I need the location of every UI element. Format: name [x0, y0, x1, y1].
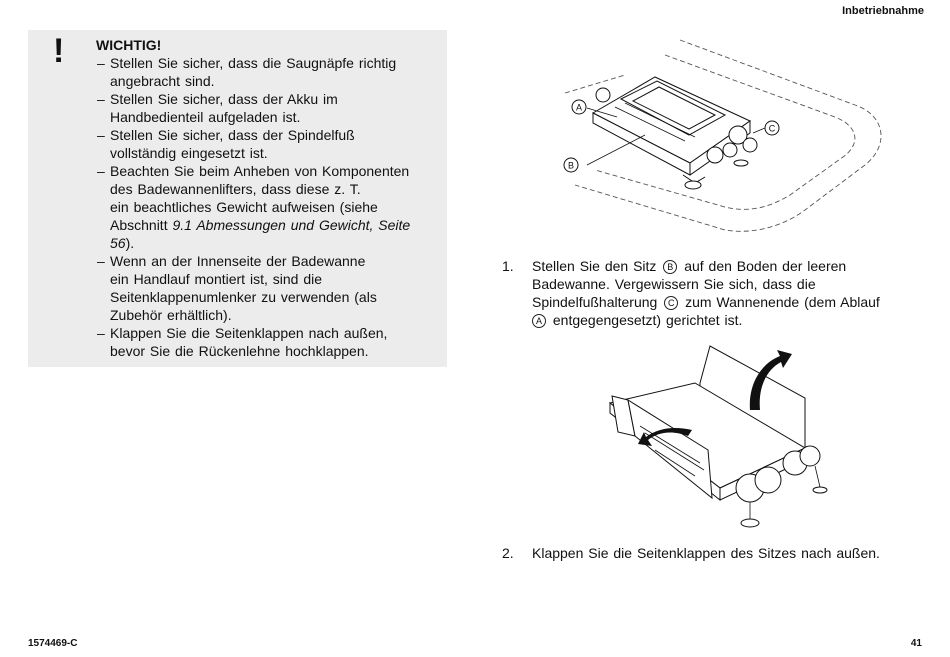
callout-a-icon: A: [532, 314, 546, 328]
step-1: [502, 257, 922, 337]
warning-item: – Beachten Sie beim Anheben von Komponenten des Badewannenlifters, dass diese z. T. ein beachtliches Gewicht aufweisen (siehe Abschnitt 9.1 Abmessungen und Gewicht, Seite 56).: [97, 163, 411, 251]
cross-reference-link: 9.1 Abmessungen und Gewicht, Seite: [172, 217, 411, 233]
warning-list: [97, 54, 443, 360]
step-number: 2.: [502, 545, 514, 561]
warning-item: – Stellen Sie sicher, dass der Akku im Handbedienteil aufgeladen ist.: [97, 91, 338, 125]
figure-label-a: A: [575, 102, 583, 113]
warning-title: WICHTIG!: [96, 37, 162, 53]
warning-item: – Stellen Sie sicher, dass der Spindelfuß vollständig eingesetzt ist.: [97, 127, 355, 161]
step-text: Stellen Sie den Sitz B auf den Boden der leeren Badewanne. Vergewissern Sie sich, dass die Spindelfußhalterung C zum Wannenende (dem Ablauf A entgegengesetzt) gerichtet ist.: [532, 258, 880, 328]
step-number: 1.: [502, 258, 514, 274]
warning-item: – Wenn an der Innenseite der Badewanne ein Handlauf montiert ist, sind die Seitenklappenumlenker zu verwenden (als Zubehör erhältlich).: [97, 253, 377, 323]
warning-item: – Stellen Sie sicher, dass die Saugnäpfe richtig angebracht sind.: [97, 55, 397, 89]
figure-label-b: B: [567, 160, 575, 171]
header-section-title: Inbetriebnahme: [842, 5, 924, 17]
step-text: Klappen Sie die Seitenklappen des Sitzes nach außen.: [532, 545, 880, 561]
step-2: [502, 544, 922, 564]
page-number: 41: [910, 638, 922, 649]
figure-seat-in-bathtub: [555, 35, 895, 247]
callout-c-icon: C: [664, 296, 678, 310]
figure-label-c: C: [768, 123, 776, 134]
warning-item: – Klappen Sie die Seitenklappen nach außen, bevor Sie die Rückenlehne hochklappen.: [97, 325, 388, 359]
callout-b-icon: B: [663, 260, 677, 274]
figure-side-flaps-fold-out: [600, 338, 835, 533]
document-number: 1574469-C: [28, 638, 78, 649]
warning-exclamation-icon: !: [53, 32, 65, 70]
